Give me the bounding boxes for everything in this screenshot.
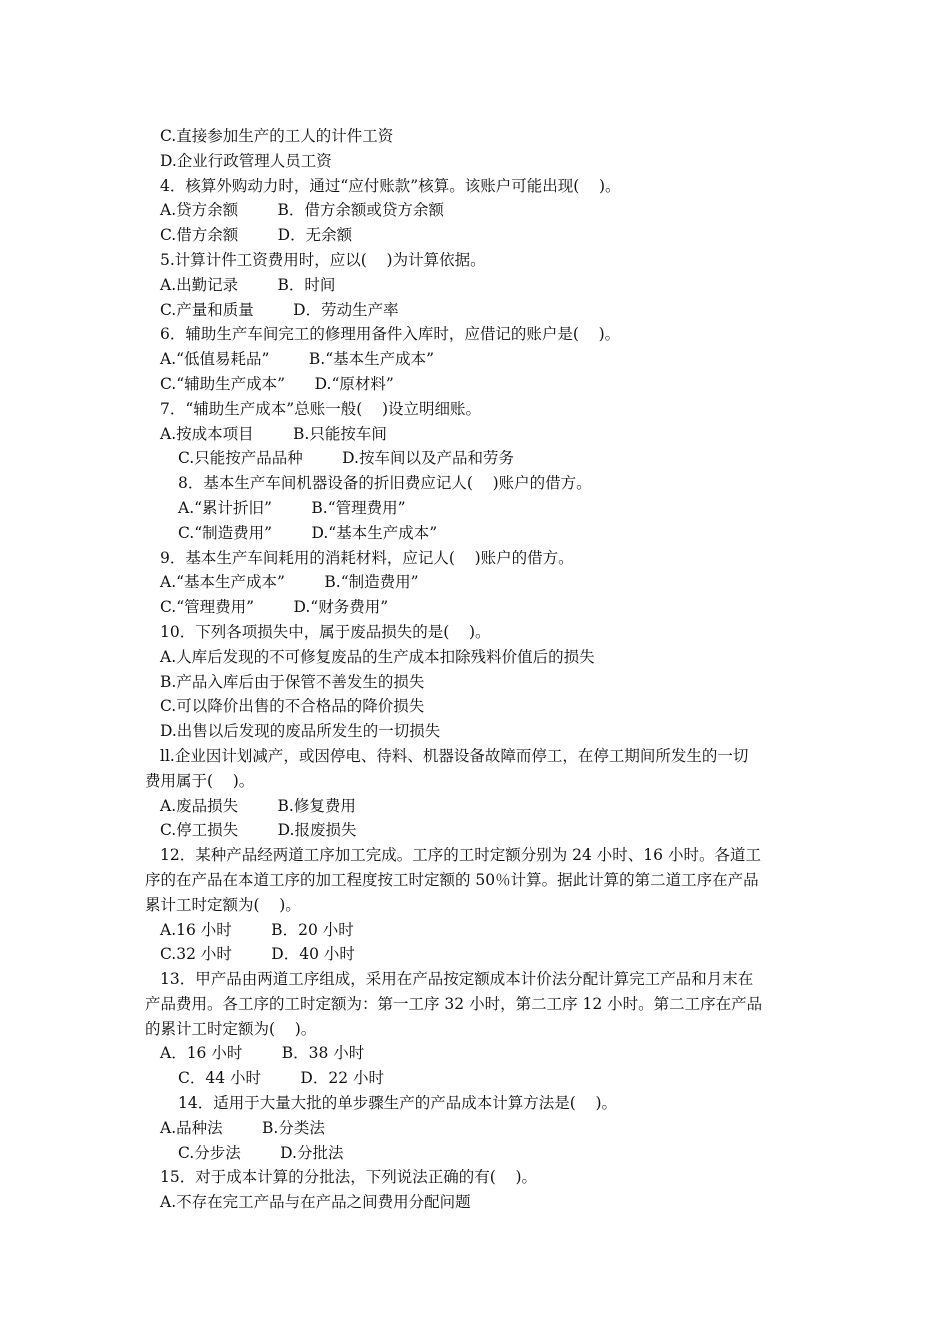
text-line: 14．适用于大量大批的单步骤生产的产品成本计算方法是( )。 bbox=[178, 1094, 618, 1113]
text-line: A.“低值易耗品” B.“基本生产成本” bbox=[160, 350, 435, 369]
text-line: 5.计算计件工资费用时，应以( )为计算依据。 bbox=[160, 250, 486, 269]
text-line: C.停工损失 D.报废损失 bbox=[160, 821, 357, 840]
text-line: C.“管理费用” D.“财务费用” bbox=[160, 598, 389, 617]
text-line: C.直接参加生产的工人的计件工资 bbox=[160, 127, 394, 145]
text-line: 15．对于成本计算的分批法，下列说法正确的有( )。 bbox=[160, 1168, 538, 1187]
text-line: A.不存在完工产品与在产品之间费用分配问题 bbox=[160, 1193, 471, 1212]
text-line: C.产量和质量 D．劳动生产率 bbox=[160, 300, 399, 319]
text-line: A.贷方余额 B．借方余额或贷方余额 bbox=[160, 201, 444, 220]
text-line: C.借方余额 D．无余额 bbox=[160, 226, 353, 245]
text-line: B.产品入库后由于保管不善发生的损失 bbox=[160, 672, 425, 691]
text-line: C.可以降价出售的不合格品的降价损失 bbox=[160, 697, 425, 716]
text-line: 13．甲产品由两道工序组成，采用在产品按定额成本计价法分配计算完工产品和月末在 bbox=[160, 970, 754, 989]
text-line: D.企业行政管理人员工资 bbox=[160, 151, 332, 170]
text-line: D.出售以后发现的废品所发生的一切损失 bbox=[160, 722, 441, 741]
text-line: C.“制造费用” D.“基本生产成本” bbox=[178, 523, 438, 542]
text-line: A.按成本项目 B.只能按车间 bbox=[160, 424, 387, 443]
text-line: C.只能按产品品种 D.按车间以及产品和劳务 bbox=[178, 449, 514, 468]
text-line: 序的在产品在本道工序的加工程度按工时定额的 50％计算。据此计算的第二道工序在产品 bbox=[145, 870, 759, 889]
text-line: A.“基本生产成本” B.“制造费用” bbox=[160, 573, 419, 592]
text-line: 6．辅助生产车间完工的修理用备件入库时，应借记的账户是( )。 bbox=[160, 325, 621, 344]
text-line: 的累计工时定额为( )。 bbox=[145, 1019, 317, 1038]
text-line: C.“辅助生产成本” D.“原材料” bbox=[160, 374, 394, 393]
text-line: A．16 小时 B．38 小时 bbox=[160, 1044, 365, 1063]
text-line: 9．基本生产车间耗用的消耗材料，应记人( )账户的借方。 bbox=[160, 548, 574, 567]
text-line: 8．基本生产车间机器设备的折旧费应记人( )账户的借方。 bbox=[178, 474, 592, 493]
text-line: A.“累计折旧” B.“管理费用” bbox=[178, 498, 406, 517]
text-line: C．44 小时 D．22 小时 bbox=[178, 1069, 385, 1088]
text-line: C.32 小时 D．40 小时 bbox=[160, 945, 355, 964]
exam-question-list bbox=[145, 124, 815, 1215]
text-line: 产品费用。各工序的工时定额为：第一工序 32 小时，第二工序 12 小时。第二工序在产品 bbox=[145, 994, 763, 1013]
text-line: 12．某种产品经两道工序加工完成。工序的工时定额分别为 24 小时、16 小时。各道工 bbox=[160, 846, 761, 865]
text-line: ll.企业因计划减产，或因停电、待料、机器设备故障而停工，在停工期间所发生的一切 bbox=[160, 746, 749, 765]
text-line: A.出勤记录 B．时间 bbox=[160, 275, 336, 294]
text-line: A.品种法 B.分类法 bbox=[160, 1118, 325, 1137]
text-line: 7．“辅助生产成本”总账一般( )设立明细账。 bbox=[160, 399, 482, 418]
text-line: A.废品损失 B.修复费用 bbox=[160, 796, 356, 815]
text-line: 10．下列各项损失中，属于废品损失的是( )。 bbox=[160, 622, 491, 641]
text-line: A.人库后发现的不可修复废品的生产成本扣除残料价值后的损失 bbox=[160, 647, 595, 666]
text-line: C.分步法 D.分批法 bbox=[178, 1143, 344, 1162]
text-line: A.16 小时 B．20 小时 bbox=[160, 920, 354, 939]
text-line: 累计工时定额为( )。 bbox=[145, 895, 301, 914]
text-line: 费用属于( )。 bbox=[145, 771, 255, 790]
text-line: 4．核算外购动力时，通过“应付账款”核算。该账户可能出现( )。 bbox=[160, 176, 621, 195]
